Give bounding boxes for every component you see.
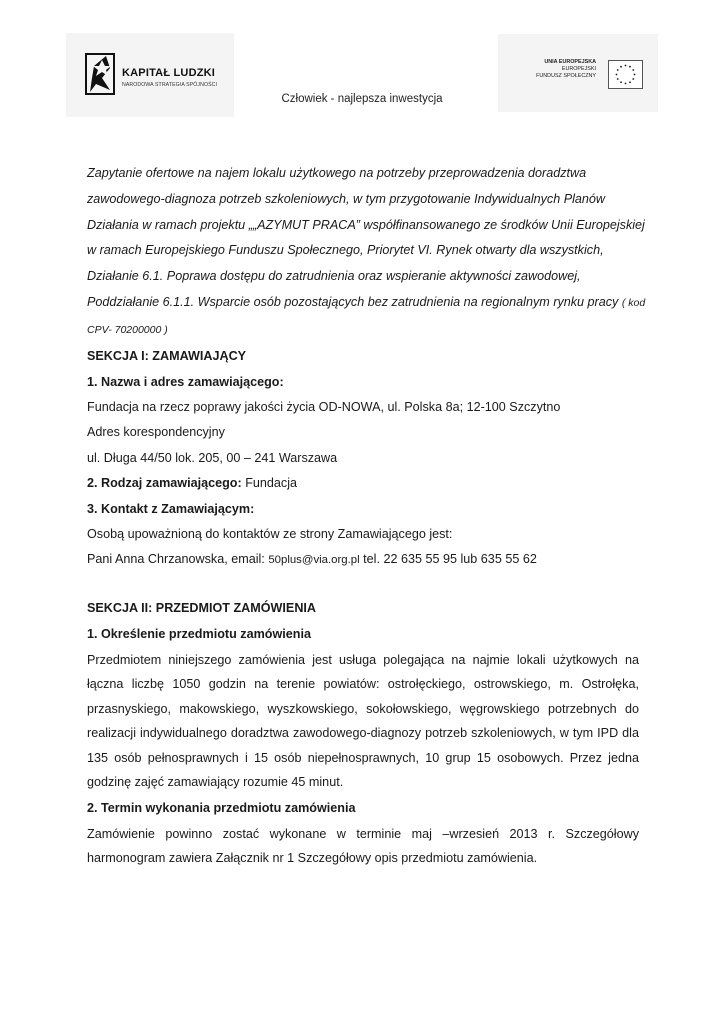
eu-star-icon xyxy=(625,65,627,67)
section-1-heading-1: 1. Nazwa i adres zamawiającego: xyxy=(87,375,284,389)
section-2-heading-2: 2. Termin wykonania przedmiotu zamówienia xyxy=(87,801,356,815)
eu-flag-icon xyxy=(608,60,643,89)
eu-star-icon xyxy=(632,78,634,80)
cpv-code: ( kod CPV- 70200000 ) xyxy=(87,296,646,336)
eu-star-icon xyxy=(617,78,619,80)
section-2-paragraph-1: Przedmiotem niniejszego zamówienia jest usługa polegająca na najmie lokali użytkowych na łączna liczbę 1050 godzin na terenie powiatów: ostrołęckiego, ostrowskiego, m. Ostrołęka, przasnyskiego, makowskiego, wyszkowskiego, sokołowskiego, węgrowskiego potrzebnych do realizacji indywidualnego doradztwa zawodowego-diagnozy potrzeb szkoleniowych, w tym IPD dla 135 osób pełnosprawnych i 15 osób niepełnosprawnych, 10 grup 15 osobowych. Przez jedna godzinę zajęć zamawiający rozumie 45 minut. xyxy=(87,653,639,790)
eu-star-icon xyxy=(617,69,619,71)
zamawiajacy-type: Fundacja xyxy=(245,476,297,490)
logo-subtitle: NARODOWA STRATEGIA SPÓJNOŚCI xyxy=(122,82,218,88)
eu-line-1: UNIA EUROPEJSKA xyxy=(544,59,596,65)
section-1-title: SEKCJA I: ZAMAWIAJĄCY xyxy=(87,349,247,363)
contact-phone: tel. 22 635 55 95 lub 635 55 62 xyxy=(363,552,537,566)
eu-star-icon xyxy=(634,74,636,76)
intro-paragraph xyxy=(87,161,647,344)
logo-title: KAPITAŁ LUDZKI xyxy=(122,67,216,79)
intro-text: Zapytanie ofertowe na najem lokalu użytkowego na potrzeby przeprowadzenia doradztwa zawodowego-diagnoza potrzeb szkoleniowych, w tym przygotowanie Indywidualnych Planów Działania w ramach projektu „„AZYMUT PRACA” współfinansowanego ze środków Unii Europejskiej w ramach Europejskiego Funduszu Społecznego, Priorytet VI. Rynek otwarty dla wszystkich, Działanie 6.1. Poprawa dostępu do zatrudnienia oraz wspieranie aktywności zawodowej, Poddziałanie 6.1.1. Wsparcie osób pozostających bez zatrudnienia na regionalnym rynku pracy xyxy=(87,166,645,309)
address-line-3: ul. Długa 44/50 lok. 205, 00 – 241 Warszawa xyxy=(87,451,338,465)
tagline: Człowiek - najlepsza inwestycja xyxy=(281,93,443,105)
section-1-heading-3: 3. Kontakt z Zamawiającym: xyxy=(87,502,255,516)
eu-star-icon xyxy=(629,66,631,68)
section-2-paragraph-2: Zamówienie powinno zostać wykonane w terminie maj –wrzesień 2013 r. Szczegółowy harmonogram zawiera Załącznik nr 1 Szczegółowy opis przedmiotu zamówienia. xyxy=(87,827,639,866)
eu-logo-text xyxy=(536,59,596,79)
type-line xyxy=(87,476,639,490)
contact-line-1: Osobą upoważnioną do kontaktów ze strony Zamawiającego jest: xyxy=(87,527,453,541)
address-line-1: Fundacja na rzecz poprawy jakości życia OD-NOWA, ul. Polska 8a; 12-100 Szczytno xyxy=(87,400,561,414)
eu-star-icon xyxy=(616,74,618,76)
eu-star-icon xyxy=(620,81,622,83)
address-line-2: Adres korespondencyjny xyxy=(87,425,225,439)
eu-star-icon xyxy=(625,83,627,85)
contact-email[interactable]: 50plus@via.org.pl xyxy=(268,554,360,566)
section-1-heading-2: 2. Rodzaj zamawiającego: xyxy=(87,476,242,490)
eu-line-2: EUROPEJSKI xyxy=(561,65,596,72)
contact-name: Pani Anna Chrzanowska, email: xyxy=(87,552,265,566)
eu-star-icon xyxy=(629,81,631,83)
eu-star-icon xyxy=(620,66,622,68)
kapital-ludzki-emblem-icon xyxy=(80,50,120,98)
section-2-heading-1: 1. Określenie przedmiotu zamówienia xyxy=(87,627,311,641)
section-2-title: SEKCJA II: PRZEDMIOT ZAMÓWIENIA xyxy=(87,601,317,615)
eu-line-3: FUNDUSZ SPOŁECZNY xyxy=(536,72,596,79)
eu-star-icon xyxy=(632,69,634,71)
contact-line-2 xyxy=(87,552,639,566)
